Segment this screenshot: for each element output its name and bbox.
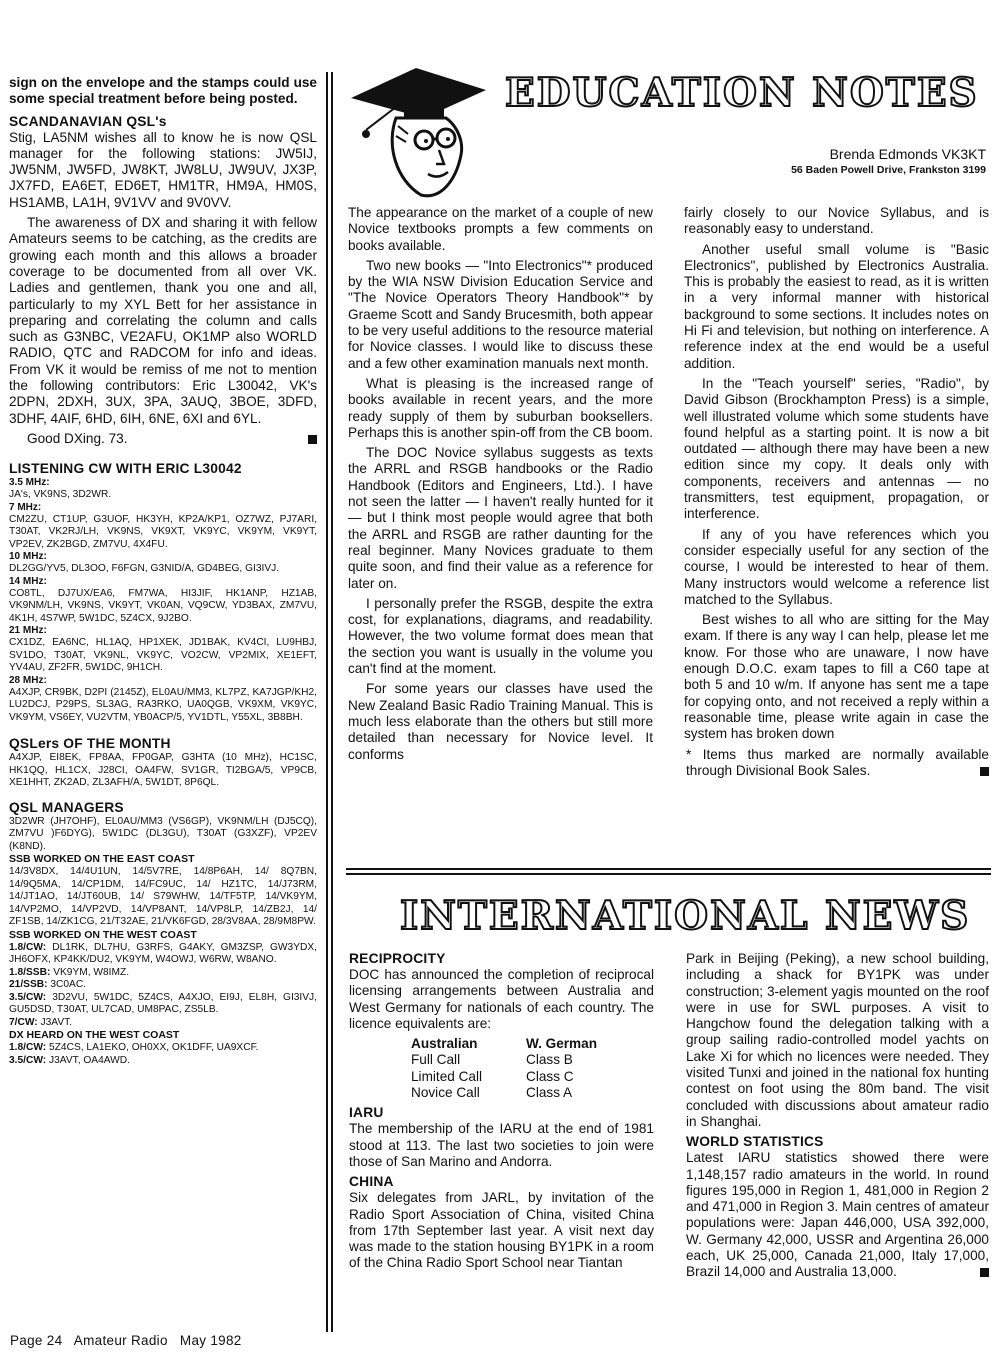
author-name: Brenda Edmonds VK3KT (829, 146, 986, 162)
world-stats-text: Latest IARU statistics showed there were 1,148,157 radio amateurs in the world. In round figures 195,000 in Region 1, 481,000 in Region 2 and 471,000 in Region 3. Main centres of amateur populations were: Japan 446,000, USA 392,000, W. Germany 42,000, USSR and Argentina 26,000 each, UK 25,000, Canada 21,000, Italy 17,000, Brazil 14,000 and Australia 13,000. (686, 1150, 989, 1280)
iaru-heading: IARU (349, 1105, 384, 1121)
intro-paragraph: sign on the envelope and the stamps could use some special treatment before being posted. (9, 75, 317, 107)
cw-heading: LISTENING CW WITH ERIC L30042 (9, 461, 242, 477)
education-paragraph: The appearance on the market of a couple of new Novice textbooks prompts a few comments on books available. (348, 205, 653, 253)
reciprocity-heading: RECIPROCITY (349, 951, 446, 966)
west-heading: SSB WORKED ON THE WEST COAST (9, 928, 197, 941)
end-mark (980, 767, 989, 776)
education-paragraph: What is pleasing is the increased range of books available in recent years, and the more ready supply of them by suburban booksellers. Perhaps this is another spin-off from the CB boom. (348, 375, 654, 440)
west-line: 1.8/CW: DL1RK, DL7HU, G3RFS, G4AKY, GM3ZSP, GW3YDX, JH6OFX, KP4KK/DU2, VK9YM, W4OWJ, W6RW, W8ANO. (9, 941, 317, 966)
table-row: Novice Call Class A (411, 1085, 573, 1101)
column-divider (326, 72, 328, 1332)
section-divider (346, 868, 991, 870)
band-21: 21 MHz: CX1DZ, EA6NC, HL1AQ, HP1XEK, JD1BAK, KV4CI, LU9HBJ, SV1DO, T30AT, VK9NL, VK9YC, VO2CW, VP2MIX, XE1EFT, YV4AU, ZF2FR, 5W1DC, 9H1CH. (9, 625, 317, 674)
section-divider (346, 873, 991, 875)
band-28: 28 MHz: A4XJP, CR9BK, D2PI (2145Z), EL0AU/MM3, KL7PZ, KA7JGP/KH2, LU2DCJ, P29PS, SL3AG, RA3RKO, UA0QGB, VK9XM, VK9YC, VK9YM, VS6EY, VU2VTM, YB0ACP/5, YV1DTL, Y55XL, 3B8BH. (9, 674, 317, 723)
china-heading: CHINA (349, 1174, 394, 1190)
education-paragraph: In the "Teach yourself" series, "Radio", by David Gibson (Brockhampton Press) is a simple, well illustrated volume which some students have found helpful as a starting point. It is now a bit outdated — although there may have been a new edition since my copy. It deals only with components, receivers and antennas — no transmitters, test equipment, propagation, or interference. (684, 375, 989, 522)
scand-heading: SCANDANAVIAN QSL's (9, 113, 167, 129)
scand-signoff: Good DXing. 73. (9, 431, 317, 447)
east-heading: SSB WORKED ON THE EAST COAST (9, 853, 195, 866)
page-footer: Page 24 Amateur Radio May 1982 (10, 1333, 242, 1348)
heard-heading: DX HEARD ON THE WEST COAST (9, 1029, 180, 1042)
scand-section (9, 130, 317, 448)
graduate-cap-illustration (346, 60, 496, 210)
managers-heading: QSL MANAGERS (9, 799, 124, 815)
qslers-heading: QSLers OF THE MONTH (9, 736, 171, 752)
scand-paragraph-1: Stig, LA5NM wishes all to know he is now QSL manager for the following stations: JW5IJ, JW5NM, JW5FD, JW8KT, JW8LU, JW9UV, JX3P, JX7FD, EA6ET, ED6ET, HM1TR, HM9A, HM0S, HS1AMB, LA1H, 9V1VV and 9V0VV. (9, 129, 317, 210)
managers-text: 3D2WR (JH7OHF), EL0AU/MM3 (VS6GP), VK9NM/LH (DJ5CQ), ZM7VU )F6DYG), 5W1DC (DL3GU), T30AT (G3XZF), VP2EV (K8ND). (9, 815, 317, 852)
table-row: Limited Call Class C (411, 1068, 574, 1084)
band-10: 10 MHz: DL2GG/YV5, DL3OO, F6FGN, G3NID/A, GD4BEG, GI3IVJ. (9, 551, 280, 575)
west-list (9, 942, 317, 1030)
west-line: 3.5/CW: 3D2VU, 5W1DC, 5Z4CS, A4XJO, EI9J, EL8H, GI3IVJ, GU5DSD, T30AT, UL7CAD, UM8PAC, ZS5LB. (9, 991, 317, 1016)
education-paragraph: Another useful small volume is "Basic Electronics", published by Electronics Australia. This is probably the easiest to read, as it is written in a very informal manner with historical background to some sections. It includes notes on Hi Fi and television, but nothing on interference. A reference index at the end would be a useful addition. (684, 241, 989, 371)
education-paragraph: For some years our classes have used the New Zealand Basic Radio Training Manual. This is much less elaborate than the others but still more detailed than necessary for Novice level. It conforms (348, 681, 653, 762)
international-col-1 (349, 951, 654, 1276)
west-line: 7/CW: J3AVT. (9, 1016, 73, 1028)
reciprocity-text: DOC has announced the completion of reciprocal licensing arrangements between Australia and West Germany for nationals of each country. The licence equivalents are: (349, 967, 654, 1031)
licence-equivalents-table (411, 1036, 597, 1101)
china-text: Six delegates from JARL, by invitation of the Radio Sport Association of China, visited China from 17th September last year. A visit next day was made to the station housing BY1PK in a room of the China Radio Sport School near Tiantan (349, 1190, 654, 1271)
education-col-1 (348, 205, 653, 767)
west-line: 21/SSB: 3C0AC. (9, 979, 87, 991)
footnote: * Items thus marked are normally available through Divisional Book Sales. (686, 746, 989, 778)
world-stats-heading: WORLD STATISTICS (686, 1134, 824, 1150)
education-col-2 (684, 205, 989, 783)
band-14: 14 MHz: CO8TL, DJ7UX/EA6, FM7WA, HI3JIF, HK1ANP, HZ1AB, VK9NM/LH, VK9NS, VK9YT, VK0AN, VQ9CW, YD3BAX, ZM7VU, 4K1H, 4S7WP, 5W1DC, 5Z4CX, 9J2BO. (9, 575, 317, 624)
table-row: Full Call Class B (411, 1052, 573, 1068)
education-paragraph: Best wishes to all who are sitting for the May exam. If there is any way I can help, please let me know. For those who are unaware, I now have enough D.O.C. exam tapes to fill a C60 tape at both 5 and 10 w/m. If anyone has sent me a tape for copying onto, and not received a reply within a reasonable time, please write again in case the system has broken down (684, 612, 989, 742)
east-text: 14/3V8DX, 14/4U1UN, 14/5V7RE, 14/8P6AH, 14/ 8Q7BN, 14/9Q5MA, 14/CP1DM, 14/FC9UC, 14/ HZ1TC, 14/J73RM, 14/JT1AO, 14/JT60UB, 14/ S79WHW, 14/TF5TP, 14/VK9YM, 14/VP2MO, 14/VP2VD, 14/VP8ANT, 14/VP8LP, 14/ZB2J, 14/ ZF1SB, 14/ZK1CG, 21/T32AE, 21/VK6FGD, 28/3V8AA, 28/9M8PW. (9, 866, 317, 928)
iaru-text: The membership of the IARU at the end of 1981 stood at 113. The last two societies to join were those of San Marino and Andorra. (349, 1121, 654, 1169)
cw-bands (9, 477, 317, 724)
heard-line: 1.8/CW: 5Z4CS, LA1EKO, OH0XX, OK1DFF, UA9XCF. (9, 1042, 259, 1054)
heard-list (9, 1042, 317, 1067)
west-line: 1.8/SSB: VK9YM, W8IMZ. (9, 966, 130, 978)
end-mark (980, 1268, 989, 1277)
author-address: 56 Baden Powell Drive, Frankston 3199 (791, 164, 986, 176)
international-col-2 (686, 951, 989, 1285)
band-3-5: 3.5 MHz: JA's, VK9NS, 3D2WR. (9, 477, 112, 501)
china-continued: Park in Beijing (Peking), a new school building, including a shack for BY1PK was under construction; 3-element yagis mounted on the roof were in use for SWL purposes. A visit to Hangchow found the delegation talking with a group sailing radio-controlled model yachts on Lake Xi for which no licences were needed. They visited Tunxi and joined in the national fox hunting contest on foot using the 80m band. The visit concluded with discussions about amateur radio in Shanghai. (686, 951, 989, 1129)
scand-paragraph-2: The awareness of DX and sharing it with fellow Amateurs seems to be catching, as the credits are growing each month and this allows a broader coverage to be documented from all over VK. Ladies and gentlemen, thank you one and all, particularly to my XYL Bett for her assistance in preparing and correlating the column and calls such as G3NBC, VE2AFU, OK1MP also WORLD RADIO, QTC and RADCOM for info and ideas. From VK it would be remiss of me not to mention the following contributors: Eric L30042, VK's 2DPN, 2DXH, 3UX, 3PA, 3AUQ, 3BOE, 3DFD, 3DHF, 4AIF, 6HD, 6IH, 6NE, 6XI and 6YL. (9, 215, 317, 426)
column-divider (331, 72, 333, 1332)
table-header-row: Australian W. German (411, 1036, 598, 1052)
education-notes-banner: EDUCATION NOTES (505, 70, 979, 116)
education-paragraph: fairly closely to our Novice Syllabus, and is reasonably easy to understand. (684, 205, 989, 237)
education-paragraph: The DOC Novice syllabus suggests as texts the ARRL and RSGB handbooks or the Radio Handbook (Editors and Engineers, Ltd.). I have not seen the latter — I haven't really hunted for it — but I think most people would agree that both the ARRL and RSGB are rather daunting for the real beginner. Many Novices graduate to them quite soon, and find their value as a reference for later on. (348, 445, 653, 591)
education-paragraph: I personally prefer the RSGB, despite the extra cost, for explanations, diagrams, and readability. However, the two volume format does mean that the section you want is usually in the volume you can't find at the moment. (348, 595, 653, 677)
band-7: 7 MHz: CM2ZU, CT1UP, G3UOF, HK3YH, KP2A/KP1, OZ7WZ, PJ7ARI, T30AT, VK2RJ/LH, VK9NS, VK9XT, VK9YC, VK9YM, VK9YT, VP2EV, ZK2BGD, ZM7VU, 4X4FU. (9, 501, 317, 550)
left-column (9, 75, 317, 1067)
education-paragraph: If any of you have references which you consider especially useful for any section of the course, I would be interested to hear of them. Many instructors would welcome a reference list matched to the Syllabus. (684, 526, 989, 607)
education-paragraph: Two new books — "Into Electronics"* produced by the WIA NSW Division Education Service and "The Novice Operators Theory Handbook"* by Graeme Scott and Sandy Brucesmith, both appear to be very useful additions to the resource material for Novice classes. I would like to discuss these and a few other examination manuals next month. (348, 257, 653, 371)
international-news-banner: INTERNATIONAL NEWS (400, 893, 971, 939)
heard-line: 3.5/CW: J3AVT, OA4AWD. (9, 1054, 130, 1066)
end-mark (308, 435, 317, 444)
qslers-text: A4XJP, EI8EK, FP8AA, FP0GAP, G3HTA (10 MHz), HC1SC, HK1QQ, HL1CX, J28CI, OA4FW, SV1GR, TI2BGA/5, VP9CB, XE1HHT, ZK2AD, ZL3AFH/A, 5W1DT, 8P6QL. (9, 752, 317, 789)
